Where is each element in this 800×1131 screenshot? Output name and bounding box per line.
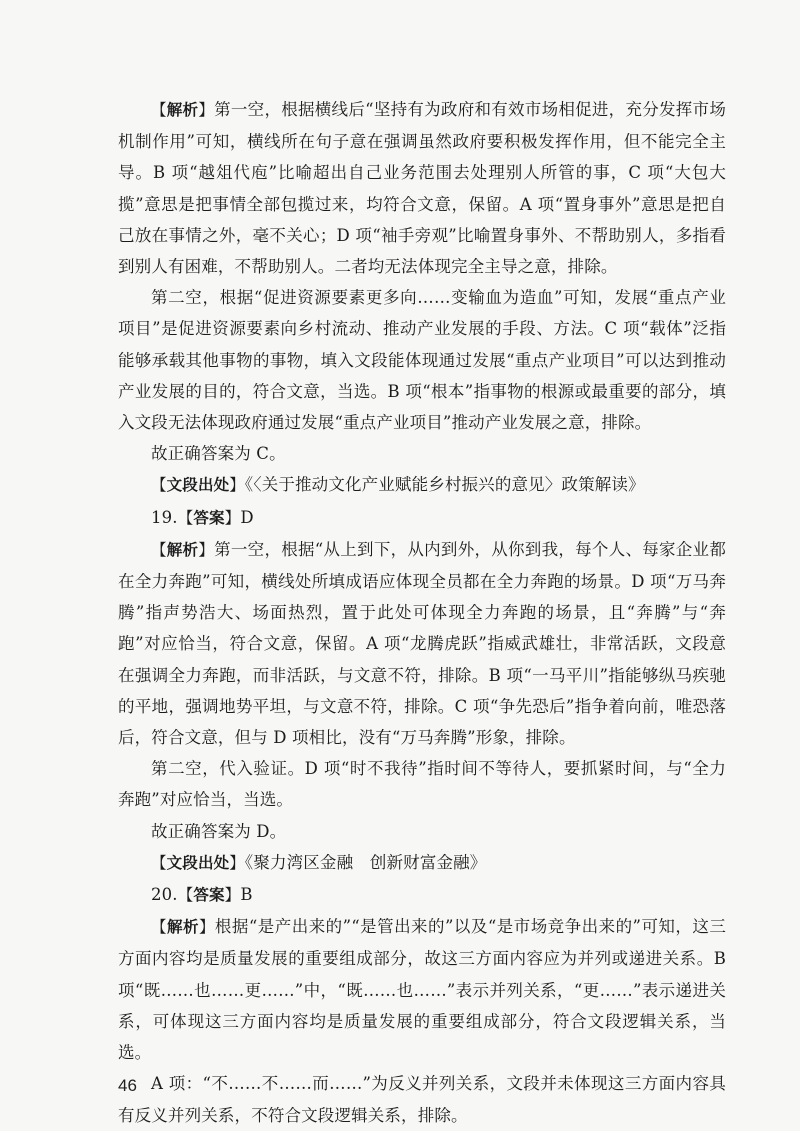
answer-q19	[118, 502, 726, 534]
section-label: 【文段出处】	[151, 853, 245, 872]
section-label: 【文段出处】	[151, 476, 245, 495]
section-label: 【解析】	[151, 101, 215, 119]
analysis-paragraph-q19-blank1: 【解析】第一空，根据“从上到下，从内到外，从你到我，每个人、每家企业都在全力奔跑”可知，横线处所填成语应体现全员都在全力奔跑的场景。D 项“万马奔腾”指声势浩大、场面热烈，置于此处可体现全力奔跑的场景，且“奔腾”与“奔跑”对应恰当，符合文意，保留。A 项“龙腾虎跃”指威武雄壮，非常活跃，文段意在强调全力奔跑，而非活跃，与文意不符，排除。B 项“一马平川”指能够纵马疾驰的平地，强调地势平坦，与文意不符，排除。C 项“争先恐后”指争着向前，唯恐落后，符合文意，但与 D 项相比，没有“万马奔腾”形象，排除。	[118, 539, 726, 748]
page-number: 46	[118, 1076, 137, 1095]
conclusion-q19: 故正确答案为 D。	[151, 821, 287, 841]
question-number: 20.	[151, 885, 178, 905]
section-label: 【答案】	[177, 886, 241, 905]
answer-q20	[118, 879, 726, 911]
question-number: 19.	[151, 507, 178, 527]
conclusion-q18: 故正确答案为 C。	[151, 444, 286, 464]
analysis-paragraph-q19-blank2: 第二空，代入验证。D 项“时不我待”指时间不等待人，要抓紧时间，与“全力奔跑”对应恰当，当选。	[118, 759, 726, 810]
analysis-paragraph-q18-blank2: 第二空，根据“促进资源要素更多向……变输血为造血”可知，发展“重点产业项目”是促进资源要素向乡村流动、推动产业发展的手段、方法。C 项“载体”泛指能够承载其他事物的事物，填入文段能体现通过发展“重点产业项目”可以达到推动产业发展的目的，符合文意，当选。B 项“根本”指事物的根源或最重要的部分，填入文段无法体现政府通过发展“重点产业项目”推动产业发展之意，排除。	[118, 288, 726, 433]
source-q19: 【文段出处】《聚力湾区金融 创新财富金融》	[151, 852, 487, 872]
source-q18: 【文段出处】《〈关于推动文化产业赋能乡村振兴的意见〉政策解读》	[151, 475, 645, 495]
page-content	[118, 94, 726, 1131]
analysis-paragraph-q18-blank1: 【解析】第一空，根据横线后“坚持有为政府和有效市场相促进，充分发挥市场机制作用”可知，横线所在句子意在强调虽然政府要积极发挥作用，但不能完全主导。B 项“越俎代庖”比喻超出自己业务范围去处理别人所管的事，C 项“大包大揽”意思是把事情全部包揽过来，均符合文意，保留。A 项“置身事外”意思是把自己放在事情之外，毫不关心；D 项“袖手旁观”比喻置身事外、不帮助别人，多指看到别人有困难，不帮助别人。二者均无法体现完全主导之意，排除。	[118, 100, 726, 277]
answer-letter: B	[240, 885, 253, 905]
answer-letter: D	[240, 507, 254, 527]
analysis-paragraph-q20: 【解析】根据“是产出来的”“是管出来的”以及“是市场竞争出来的”可知，这三方面内容均是质量发展的重要组成部分，故这三方面内容应为并列或递进关系。B 项“既……也……更……”中，“既……也……”表示并列关系，“更……”表示递进关系，可体现这三方面内容均是质量发展的重要组成部分，符合文段逻辑关系，当选。	[118, 917, 727, 1063]
section-label: 【解析】	[151, 540, 215, 559]
section-label: 【解析】	[151, 918, 215, 937]
analysis-paragraph-q20-option-a: A 项：“不……不……而……”为反义并列关系，文段并未体现这三方面内容具有反义并列关系，不符合文段逻辑关系，排除。	[118, 1074, 726, 1125]
section-label: 【答案】	[177, 508, 241, 527]
